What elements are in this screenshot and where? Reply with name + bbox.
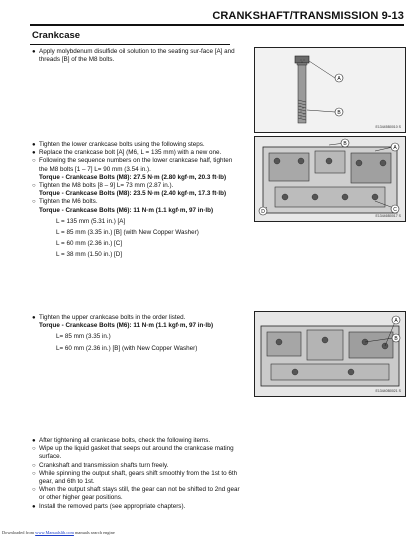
torque-spec: Torque - Crankcase Bolts (M6): 11 N·m (1.1 kgf·m, 97 in·lb) (39, 206, 214, 214)
bolt-length-spec: L= 60 mm (2.36 in.) [B] (with New Copper Washer) (56, 344, 198, 352)
bolt-length-spec: L= 85 mm (3.35 in.) (56, 333, 111, 341)
instruction-text: Tighten the upper crankcase bolts in the order listed. (39, 314, 186, 321)
instruction-text: Wipe up the liquid gasket that seeps out around the crankcase mating surface. (39, 445, 234, 461)
section-rule (30, 44, 230, 45)
instruction-item (32, 182, 242, 190)
bolt-length-spec: L = 38 mm (1.50 in.) [D] (56, 251, 123, 259)
instruction-text: Replace the crankcase bolt [A] (M6, L = 135 mm) with a new one. (39, 149, 222, 157)
bolt-length-spec: L = 60 mm (2.36 in.) [C] (56, 240, 123, 248)
callout-a: A (337, 75, 341, 82)
instruction-item (32, 141, 242, 149)
title-rule (30, 24, 404, 26)
callout-b: B (337, 109, 341, 116)
circle-mark: ○ (32, 462, 36, 469)
manualslib-link[interactable]: www.Manualslib.com (35, 530, 74, 535)
instruction-text: Tighten the lower crankcase bolts using the following steps. (39, 141, 205, 148)
figure-code: E13446B0017 S (375, 214, 401, 218)
bullet-mark: ● (32, 503, 36, 510)
text-block-1 (32, 48, 242, 64)
instruction-item (32, 486, 242, 502)
lower-crankcase-illustration (255, 137, 405, 221)
torque-spec: Torque - Crankcase Bolts (M6): 11 N·m (1.1 kgf·m, 97 in·lb) (39, 322, 214, 330)
bullet-mark: ● (32, 438, 36, 444)
instruction-text: Install the removed parts (see appropriate chapters). (39, 502, 186, 510)
callout-d: D (261, 208, 265, 215)
instruction-item (32, 149, 242, 157)
circle-mark: ○ (32, 199, 36, 206)
instruction-text: Tighten the M8 bolts [8 – 9] L= 73 mm (2.87 in.). (39, 182, 174, 190)
footer (2, 530, 115, 535)
text-block-4 (32, 437, 242, 511)
figure-code: E13440B0021 S (375, 389, 401, 393)
callout-a: A (394, 317, 398, 324)
instruction-text: Crankshaft and transmission shafts turn freely. (39, 461, 169, 469)
instruction-text: Apply molybdenum disulfide oil solution to the seating sur-face [A] and threads [B] of the M8 bolts. (39, 48, 235, 64)
instruction-item (32, 314, 242, 322)
instruction-item (32, 48, 242, 64)
callout-b: B (343, 140, 347, 147)
callout-a: A (393, 144, 397, 151)
bolt-length-spec: L = 135 mm (5.31 in.) [A] (56, 217, 126, 225)
instruction-text: After tightening all crankcase bolts, check the following items. (39, 437, 211, 444)
instruction-text: When the output shaft stays still, the gear can not be shifted to 2nd gear or other higher gear positions. (39, 486, 240, 502)
callout-b: B (394, 335, 398, 342)
circle-mark: ○ (32, 487, 36, 494)
torque-spec: Torque - Crankcase Bolts (M8): 27.5 N·m (2.80 kgf·m, 20.3 ft·lb) (39, 173, 227, 181)
instruction-item (32, 198, 242, 206)
text-block-3 (32, 314, 242, 353)
instruction-text: Tighten the M6 bolts. (39, 198, 98, 206)
figure-bolt (254, 47, 406, 133)
bullet-mark: ● (32, 142, 36, 148)
bolt-illustration (255, 48, 405, 132)
figure-code: E13445B0010 S (375, 125, 401, 129)
bolt-length-spec: L = 85 mm (3.35 in.) [B] (with New Copper Washer) (56, 229, 199, 237)
footer-suffix: manuals search engine (73, 530, 115, 535)
upper-crankcase-illustration (255, 312, 405, 396)
figure-lower-crankcase (254, 136, 406, 222)
circle-mark: ○ (32, 158, 36, 165)
bullet-mark: ● (32, 150, 36, 157)
instruction-text: Following the sequence numbers on the lower crankcase half, tighten the M8 bolts [1 – 7] L= 90 mm (3.54 in.). (39, 157, 233, 173)
footer-prefix: Downloaded from (2, 530, 36, 535)
instruction-item (32, 462, 242, 470)
instruction-item (32, 503, 242, 511)
instruction-item (32, 470, 242, 486)
text-block-2 (32, 141, 242, 260)
bullet-mark: ● (32, 49, 36, 55)
instruction-item (32, 437, 242, 445)
torque-spec: Torque - Crankcase Bolts (M8): 23.5 N·m (2.40 kgf·m, 17.3 ft·lb) (39, 190, 227, 198)
circle-mark: ○ (32, 183, 36, 190)
circle-mark: ○ (32, 446, 36, 453)
instruction-item (32, 445, 242, 461)
section-title: Crankcase (32, 30, 81, 41)
circle-mark: ○ (32, 470, 36, 477)
bullet-mark: ● (32, 315, 36, 321)
figure-upper-crankcase (254, 311, 406, 397)
instruction-text: While spinning the output shaft, gears shift smoothly from the 1st to 6th gear, and 6th to 1st. (39, 469, 238, 486)
instruction-item (32, 157, 242, 173)
page-title: CRANKSHAFT/TRANSMISSION 9-13 (212, 10, 404, 22)
callout-c: C (393, 206, 397, 213)
